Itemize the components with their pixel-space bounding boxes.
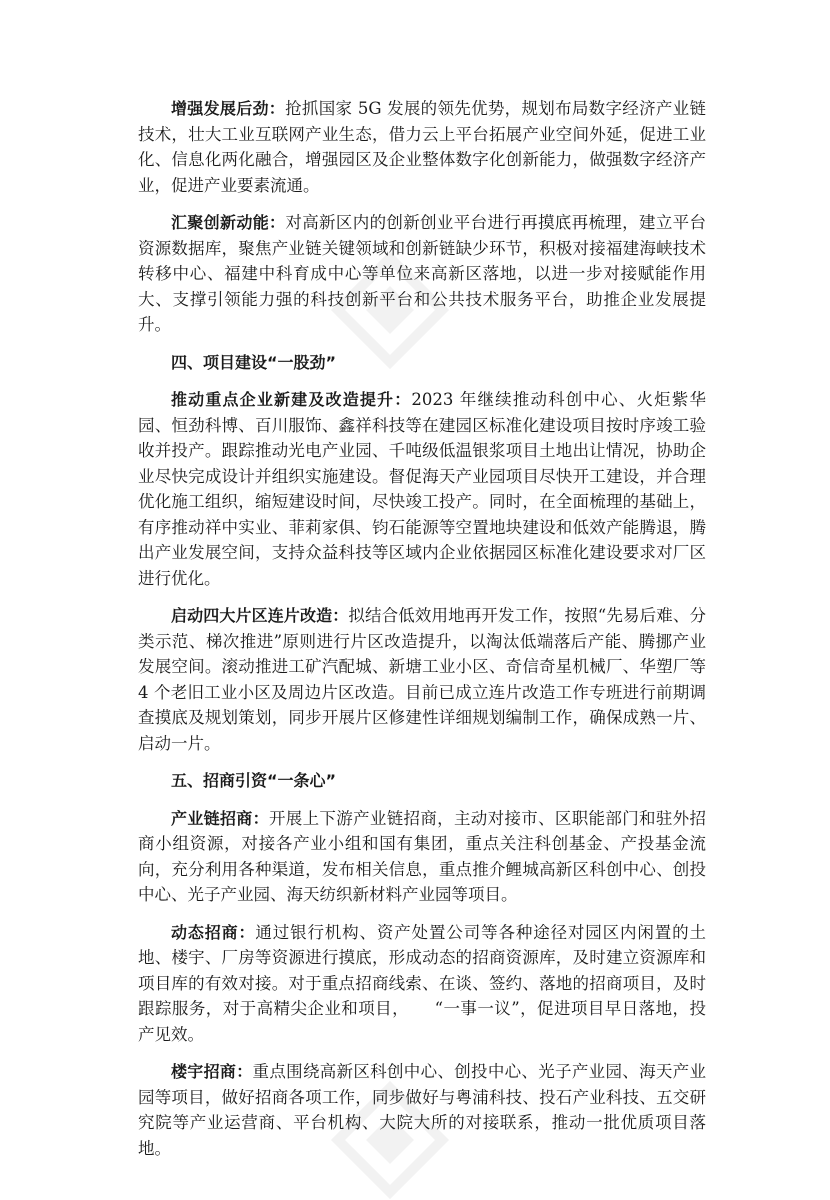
paragraph-text: 对高新区内的创新创业平台进行再摸底再梳理，建立平台资源数据库，聚焦产业链关键领域和创新链缺少环节，积极对接福建海峡技术转移中心、福建中科育成中心等单位来高新区落地，以进一步对接赋能作用大、支撑引领能力强的科技创新平台和公共技术服务平台，助推企业发展提升。 — [138, 213, 706, 334]
paragraph-text: 拟结合低效用地再开发工作，按照“先易后难、分类示范、梯次推进”原则进行片区改造提升，以淘汰低端落后产能、腾挪产业发展空间。滚动推进工矿汽配城、新塘工业小区、奇信奇星机械厂、华塑厂等 4 个老旧工业小区及周边片区改造。目前已成立连片改造工作专班进行前期调查摸底及规划策划，同步开展片区修建性详细规划编制工作，确保成熟一片、启动一片。 — [138, 606, 706, 753]
paragraph-innovation-drive — [138, 210, 706, 338]
paragraph-lead: 产业链招商： — [171, 808, 269, 828]
paragraph-lead: 动态招商： — [171, 922, 256, 942]
paragraph-key-enterprise-upgrade — [138, 387, 706, 591]
paragraph-lead: 楼宇招商： — [171, 1062, 253, 1081]
section-heading-investment-attraction: 五、招商引资“一条心” — [171, 771, 337, 790]
paragraph-text: 通过银行机构、资产处置公司等各种途径对园区内闲置的土地、楼宇、厂房等资源进行摸底，形成动态的招商资源库，及时建立资源库和项目库的有效对接。对于重点招商线索、在谈、签约、落地的招商项目，及时跟踪服务，对于高精尖企业和项目， “一事一议”，促进项目早日落地，投产见效。 — [138, 922, 706, 1044]
paragraph-four-district-renovation — [138, 603, 706, 756]
paragraph-text: 抢抓国家 5G 发展的领先优势，规划布局数字经济产业链技术，壮大工业互联网产业生态，借力云上平台拓展产业空间外延，促进工业化、信息化两化融合，增强园区及企业整体数字化创新能力，做强数字经济产业，促进产业要素流通。 — [138, 99, 706, 195]
document-body — [138, 96, 706, 1173]
paragraph-building-investment — [138, 1059, 706, 1161]
paragraph-lead: 推动重点企业新建及改造提升： — [171, 390, 412, 409]
paragraph-lead: 增强发展后劲： — [171, 99, 286, 118]
paragraph-industry-chain-investment — [138, 806, 706, 908]
paragraph-lead: 汇聚创新动能： — [171, 213, 286, 232]
section-heading-project-construction: 四、项目建设“一股劲” — [171, 352, 337, 372]
paragraph-strengthen-momentum — [138, 96, 706, 198]
paragraph-lead: 启动四大片区连片改造： — [171, 606, 349, 625]
paragraph-text: 2023 年继续推动科创中心、火炬紫华园、恒劲科博、百川服饰、鑫祥科技等在建园区标准化建设项目按时序竣工验收并投产。跟踪推动光电产业园、千吨级低温银浆项目土地出让情况，协助企业尽快完成设计并组织实施建设。督促海天产业园项目尽快开工建设，并合理优化施工组织，缩短建设时间，尽快竣工投产。同时，在全面梳理的基础上，有序推动祥中实业、菲莉家俱、钧石能源等空置地块建设和低效产能腾退，腾出产业发展空间，支持众益科技等区域内企业依据园区标准化建设要求对厂区进行优化。 — [138, 390, 706, 588]
paragraph-dynamic-investment — [138, 920, 706, 1048]
paragraph-text: 重点围绕高新区科创中心、创投中心、光子产业园、海天产业园等项目，做好招商各项工作，同步做好与粤浦科技、投石产业科技、五交研究院等产业运营商、平台机构、大院大所的对接联系，推动一批优质项目落地。 — [138, 1062, 706, 1158]
paragraph-text: 开展上下游产业链招商，主动对接市、区职能部门和驻外招商小组资源，对接各产业小组和国有集团，重点关注科创基金、产投基金流向，充分利用各种渠道，发布相关信息，重点推介鲤城高新区科创中心、创投中心、光子产业园、海天纺织新材料产业园等项目。 — [138, 808, 706, 904]
